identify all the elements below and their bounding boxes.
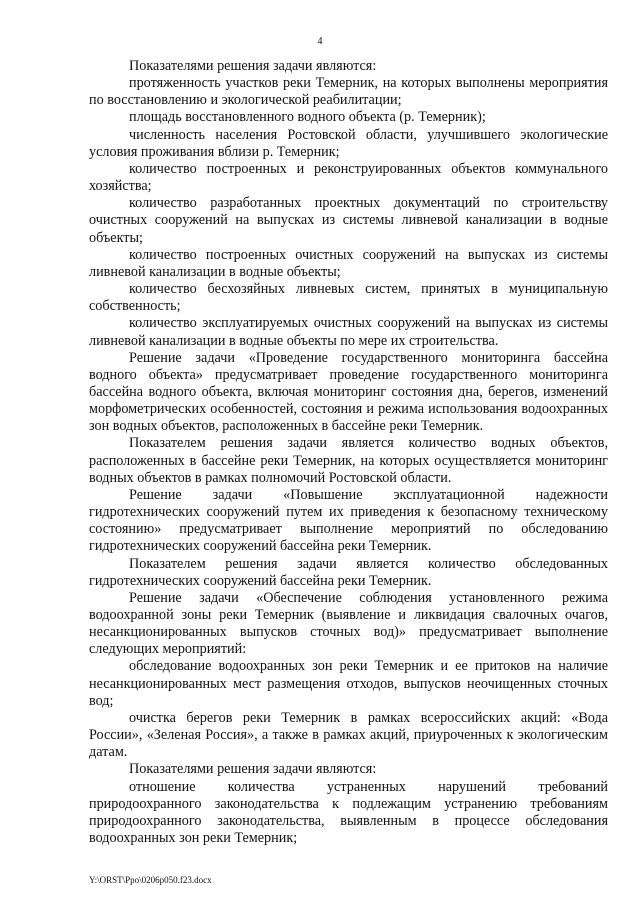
paragraph: Показателями решения задачи являются: bbox=[129, 761, 377, 778]
paragraph: количество эксплуатируемых очистных сооружений на выпусках из системы ливневой канализации в водные объекты по мере их строительства. bbox=[89, 315, 608, 349]
paragraph: протяженность участков реки Темерник, на которых выполнены мероприятия по восстановлению и экологической реабилитации; bbox=[89, 75, 608, 109]
paragraph: Показателем решения задачи является количество обследованных гидротехнических сооружений бассейна реки Темерник. bbox=[89, 555, 608, 589]
paragraph: площадь восстановленного водного объекта (р. Темерник); bbox=[129, 109, 486, 126]
paragraph: количество бесхозяйных ливневых систем, принятых в муниципальную собственность; bbox=[89, 281, 608, 315]
paragraph: количество разработанных проектных документаций по строительству очистных сооружений на выпусках из системы ливневой канализации в водные объекты; bbox=[89, 195, 608, 246]
paragraph: численность населения Ростовской области, улучшившего экологические условия проживания вблизи р. Темерник; bbox=[89, 126, 608, 160]
paragraph: Показателем решения задачи является количество водных объектов, расположенных в бассейне реки Темерник, на которых осуществляется мониторинг водных объектов в рамках полномочий Ростовской области. bbox=[89, 435, 608, 486]
paragraph: количество построенных и реконструированных объектов коммунального хозяйства; bbox=[89, 160, 608, 195]
paragraph: Решение задачи «Проведение государственного мониторинга бассейна водного объекта» предусматривает проведение государственного мониторинга бассейна водного объекта, включая мониторинг состояния дна, берегов, изменений морфометрических особенностей, состояния и режима использования водоохранных зон водных объектов, расположенных в бассейне реки Темерник. bbox=[89, 349, 608, 435]
paragraph: Решение задачи «Повышение эксплуатационной надежности гидротехнических сооружений путем их приведения к безопасному техническому состоянию» предусматривает выполнение мероприятий по обследованию гидротехнических сооружений бассейна реки Темерник. bbox=[89, 486, 608, 555]
paragraph: Показателями решения задачи являются: bbox=[129, 58, 377, 74]
paragraph: количество построенных очистных сооружений на выпусках из системы ливневой канализации в водные объекты; bbox=[89, 246, 608, 280]
document-body bbox=[89, 58, 608, 847]
footer-file-path: Y:\ORST\Ppo\0206p050.f23.docx bbox=[89, 875, 212, 885]
page-number: 4 bbox=[317, 36, 323, 47]
paragraph: отношение количества устраненных нарушений требований природоохранного законодательства к подлежащим устранению требованиям природоохранного законодательства, выявленным в процессе обследования водоохранных зон реки Темерник; bbox=[89, 778, 608, 847]
paragraph: обследование водоохранных зон реки Темерник и ее притоков на наличие несанкционированных мест размещения отходов, выпусков неочищенных сточных вод; bbox=[89, 658, 608, 709]
paragraph: очистка берегов реки Темерник в рамках всероссийских акций: «Вода России», «Зеленая Россия», а также в рамках акций, приуроченных к экологическим датам. bbox=[89, 709, 608, 761]
paragraph: Решение задачи «Обеспечение соблюдения установленного режима водоохранной зоны реки Темерник (выявление и ликвидация свалочных очагов, несанкционированных выпусков сточных вод)» предусматривает выполнение следующих мероприятий: bbox=[89, 589, 608, 658]
